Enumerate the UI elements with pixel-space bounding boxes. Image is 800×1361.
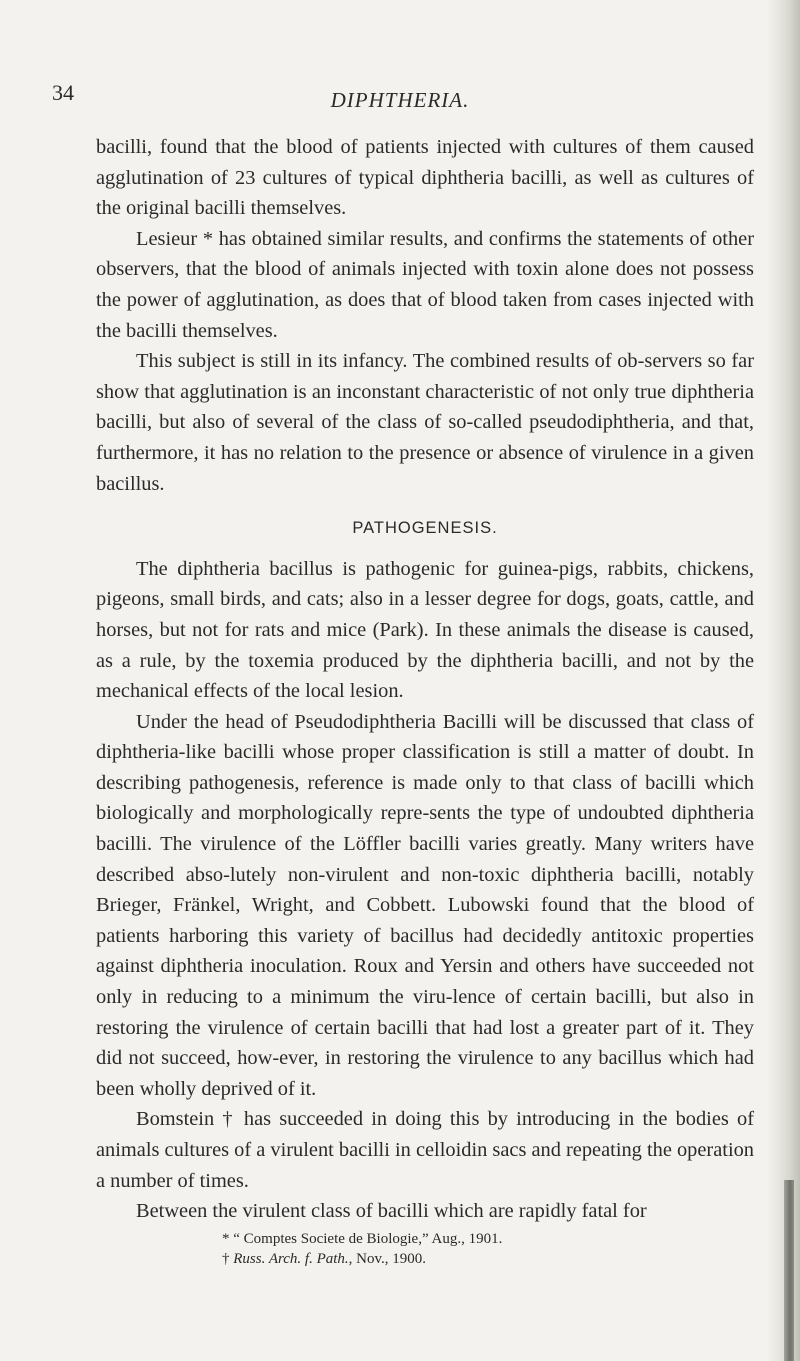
paragraph-infancy: This subject is still in its infancy. The combined results of ob-servers so far show that agglutination is an inconstant characteristic of not only true diphtheria bacilli, but also of several of the class of so-called pseudodiphtheria, and that, furthermore, it has no relation to the presence or absence of virulence in a given bacillus. xyxy=(96,350,754,495)
paragraph-virulence: Under the head of Pseudodiphtheria Bacilli will be discussed that class of diphtheria-like bacilli whose proper classification is still a matter of doubt. In describing pathogenesis, reference is made only to that class of bacilli which biologically and morphologically repre-sents the type of undoubted diphtheria bacilli. The virulence of the Löffler bacilli varies greatly. Many writers have described abso-lutely non-virulent and non-toxic diphtheria bacilli, notably Brieger, Fränkel, Wright, and Cobbett. Lubowski found that the blood of patients harboring this variety of bacillus had decidedly antitoxic properties against diphtheria inoculation. Roux and Yersin and others have succeeded not only in reducing to a minimum the viru-lence of certain bacilli, but also in restoring the virulence of certain bacilli that had lost a greater part of it. They did not succeed, how-ever, in restoring the virulence to any bacillus which had been wholly deprived of it. xyxy=(96,710,754,1100)
paragraph-lesieur: Lesieur * has obtained similar results, and confirms the statements of other observers, that the blood of animals injected with toxin alone does not possess the power of agglutination, as does that of blood taken from cases injected with the bacilli themselves. xyxy=(96,227,754,342)
page-edge-shadow xyxy=(766,0,800,1361)
paragraph-bomstein: Bomstein † has succeeded in doing this by introducing in the bodies of animals cultures of a virulent bacilli in celloidin sacs and repeating the operation a number of times. xyxy=(96,1108,754,1192)
footnote-2-source: Russ. Arch. f. Path. xyxy=(233,1250,349,1267)
footnote-2 xyxy=(222,1249,754,1269)
binding-shadow xyxy=(784,1180,794,1361)
body-text xyxy=(96,132,754,1269)
footnote-2-mark: † xyxy=(222,1250,234,1267)
footnote-1: * “ Comptes Societe de Biologie,” Aug., 1901. xyxy=(222,1230,503,1247)
paragraph-between: Between the virulent class of bacilli which are rapidly fatal for xyxy=(136,1200,647,1223)
running-head: DIPHTHERIA. xyxy=(330,88,470,112)
footnote-2-date: , Nov., 1900. xyxy=(348,1250,427,1267)
footnotes xyxy=(96,1229,754,1269)
paragraph-pathogenic-hosts: The diphtheria bacillus is pathogenic for guinea-pigs, rabbits, chickens, pigeons, small birds, and cats; also in a lesser degree for dogs, goats, cattle, and horses, but not for rats and mice (Park). In these animals the disease is caused, as a rule, by the toxemia produced by the diphtheria bacilli, and not by the mechanical effects of the local lesion. xyxy=(96,557,754,703)
paragraph-continued: bacilli, found that the blood of patients injected with cultures of them caused agglutination of 23 cultures of typical diphtheria bacilli, as well as cultures of the original bacilli themselves. xyxy=(96,136,754,220)
section-heading: PATHOGENESIS. xyxy=(352,519,498,538)
page-number: 34 xyxy=(52,80,74,105)
